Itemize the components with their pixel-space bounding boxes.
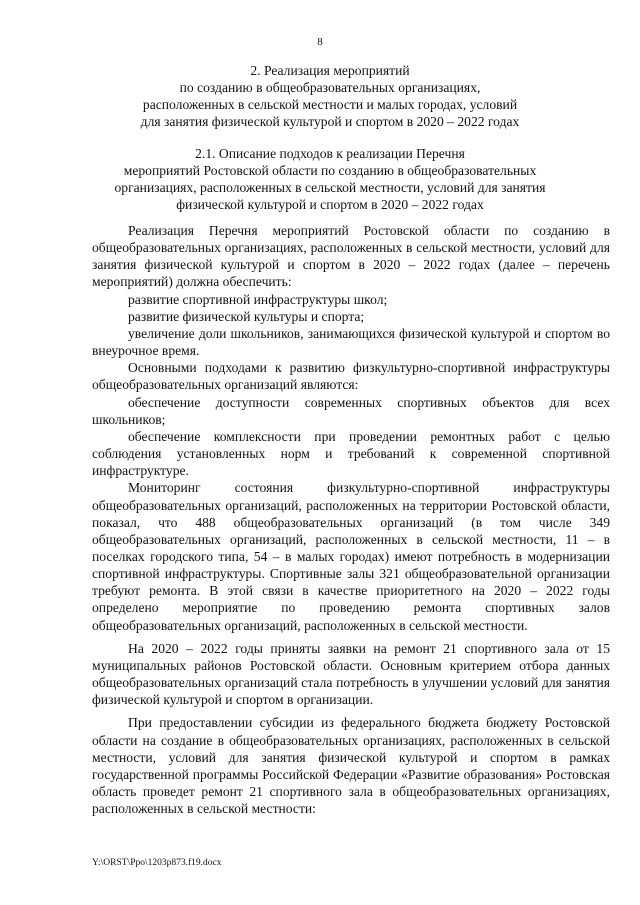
subsection-heading bbox=[60, 145, 600, 213]
paragraph: На 2020 – 2022 годы приняты заявки на ремонт 21 спортивного зала от 15 муниципальных районов Ростовской области. Основным критерием отбора данных общеобразовательных организаций стала потребность в улучшении условий для занятия физической культурой и спортом в организации. bbox=[92, 640, 610, 708]
list-item: развитие физической культуры и спорта; bbox=[128, 308, 365, 324]
list-item: обеспечение комплексности при проведении ремонтных работ с целью соблюдения установленных норм и требований к современной спортивной инфраструктуре. bbox=[92, 428, 610, 479]
paragraph: При предоставлении субсидии из федерального бюджета бюджету Ростовской области на создание в общеобразовательных организациях, расположенных в сельской местности, условий для занятия физической культурой и спортом в рамках государственной программы Российской Федерации «Развитие образования» Ростовская область проведет ремонт 21 спортивного зала в общеобразовательных организациях, расположенных в сельской местности: bbox=[92, 715, 610, 817]
section-heading bbox=[60, 62, 600, 130]
subsection-heading-line: мероприятий Ростовской области по созданию в общеобразовательных bbox=[123, 163, 537, 178]
paragraph: Мониторинг состояния физкультурно-спортивной инфраструктуры общеобразовательных организаций, расположенных на территории Ростовской области, показал, что 488 общеобразовательных организаций (в том числе 349 общеобразовательных организаций, расположенных в сельской местности, 11 – в поселках городского типа, 54 – в малых городах) имеют потребность в модернизации спортивной инфраструктуры. Спортивные залы 321 общеобразовательной организации требуют ремонта. В этой связи в качестве приоритетного на 2020 – 2022 годы определено мероприятие по проведению ремонта спортивных залов общеобразовательных организаций, расположенных в сельской местности. bbox=[92, 480, 610, 633]
list-item: увеличение доли школьников, занимающихся физической культурой и спортом во внеурочное время. bbox=[92, 325, 610, 359]
footer-file-path: Y:\ORST\Ppo\1203p873.f19.docx bbox=[92, 858, 222, 868]
section-heading-line: 2. Реализация мероприятий bbox=[250, 63, 410, 78]
section-heading-line: для занятия физической культурой и спортом в 2020 – 2022 годах bbox=[140, 114, 520, 129]
page-number: 8 bbox=[317, 36, 323, 48]
paragraph: Основными подходами к развитию физкультурно-спортивной инфраструктуры общеобразовательных организаций являются: bbox=[92, 360, 610, 393]
list-item: обеспечение доступности современных спортивных объектов для всех школьников; bbox=[92, 394, 610, 427]
subsection-heading-line: физической культурой и спортом в 2020 – 2022 годах bbox=[176, 197, 484, 212]
section-heading-line: по созданию в общеобразовательных организациях, bbox=[179, 80, 481, 95]
subsection-heading-line: организациях, расположенных в сельской местности, условий для занятия bbox=[114, 180, 546, 195]
subsection-heading-line: 2.1. Описание подходов к реализации Перечня bbox=[195, 146, 465, 161]
list-item: развитие спортивной инфраструктуры школ; bbox=[128, 291, 388, 307]
document-body bbox=[92, 222, 610, 817]
section-heading-line: расположенных в сельской местности и малых городах, условий bbox=[142, 97, 518, 112]
paragraph: Реализация Перечня мероприятий Ростовской области по созданию в общеобразовательных организациях, расположенных в сельской местности, условий для занятия физической культурой и спортом в 2020 – 2022 годах (далее – перечень мероприятий) должна обеспечить: bbox=[92, 223, 610, 290]
